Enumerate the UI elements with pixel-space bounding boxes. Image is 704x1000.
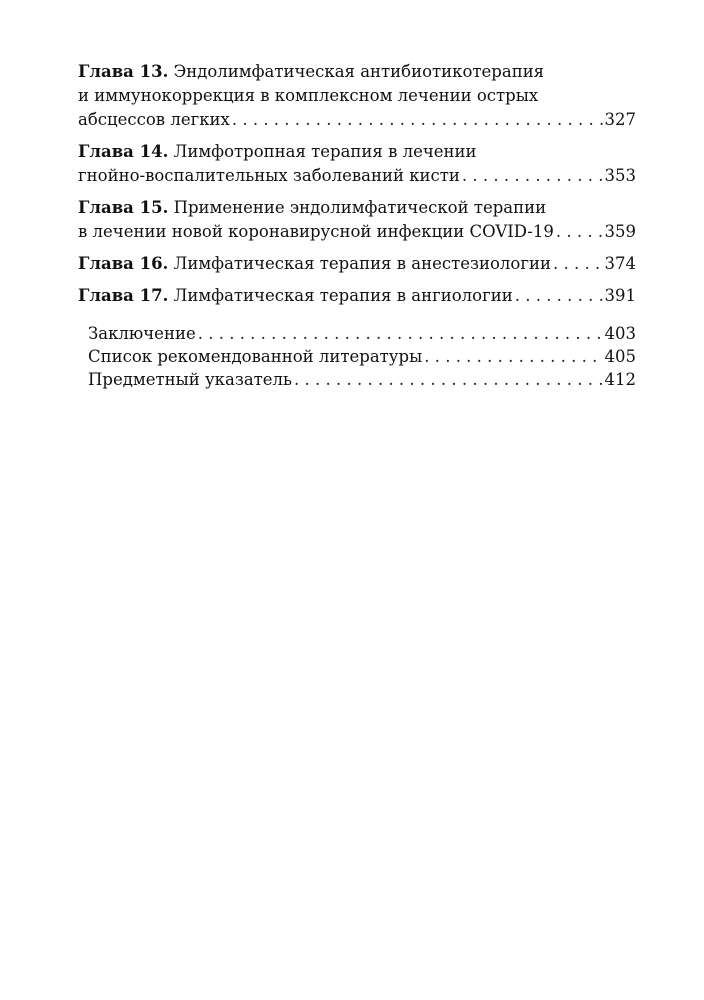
page-number: 353 (604, 166, 636, 185)
chapter-title-part: Эндолимфатическая антибиотикотерапия (173, 62, 545, 81)
toc-chapter-16[interactable] (78, 252, 636, 276)
dot-leader (424, 345, 602, 368)
chapter-title-part: Лимфотропная терапия в лечении (173, 142, 477, 161)
chapter-label: Глава 15. (78, 198, 169, 217)
chapter-title-part: Лимфатическая терапия в анестезиологии (173, 254, 551, 273)
toc-chapter-15[interactable] (78, 196, 636, 244)
entry-title: Предметный указатель (88, 370, 293, 389)
toc-line (78, 164, 636, 188)
dot-leader (553, 252, 603, 276)
chapter-title-part: Применение эндолимфатической терапии (173, 198, 547, 217)
toc-entry-subject-index[interactable] (88, 368, 636, 391)
chapter-label: Глава 16. (78, 254, 169, 273)
toc-line (78, 284, 636, 308)
toc-back-matter (78, 322, 636, 391)
toc-chapter-13[interactable] (78, 60, 636, 132)
dot-leader (232, 108, 603, 132)
page-number: 327 (604, 110, 636, 129)
chapter-title-part: в лечении новой коронавирусной инфекции COVID-19 (78, 222, 554, 241)
table-of-contents (78, 60, 636, 391)
toc-entry-conclusion[interactable] (88, 322, 636, 345)
chapter-label: Глава 17. (78, 286, 169, 305)
toc-line (78, 140, 636, 164)
page-number: 391 (604, 286, 636, 305)
toc-line (78, 220, 636, 244)
toc-line (78, 252, 636, 276)
dot-leader (556, 220, 603, 244)
dot-leader (462, 164, 603, 188)
entry-title: Заключение (88, 324, 196, 343)
toc-chapter-17[interactable] (78, 284, 636, 308)
chapter-label: Глава 13. (78, 62, 169, 81)
chapter-title-part: гнойно-воспалительных заболеваний кисти (78, 166, 460, 185)
chapter-label: Глава 14. (78, 142, 169, 161)
page-number: 374 (604, 254, 636, 273)
page-number: 403 (604, 324, 636, 343)
toc-line (78, 196, 636, 220)
dot-leader (515, 284, 603, 308)
entry-title: Список рекомендованной литературы (88, 347, 423, 366)
page-number: 412 (604, 370, 636, 389)
chapter-title-part: абсцессов легких (78, 110, 230, 129)
chapter-title-part: Лимфатическая терапия в ангиологии (173, 286, 513, 305)
toc-line (78, 108, 636, 132)
dot-leader (294, 368, 602, 391)
toc-line (78, 84, 636, 108)
chapter-title-part: и иммунокоррекция в комплексном лечении острых (78, 86, 539, 105)
page-number: 359 (604, 222, 636, 241)
toc-line (78, 60, 636, 84)
dot-leader (198, 322, 603, 345)
page-number: 405 (604, 347, 636, 366)
toc-entry-references[interactable] (88, 345, 636, 368)
toc-chapter-14[interactable] (78, 140, 636, 188)
